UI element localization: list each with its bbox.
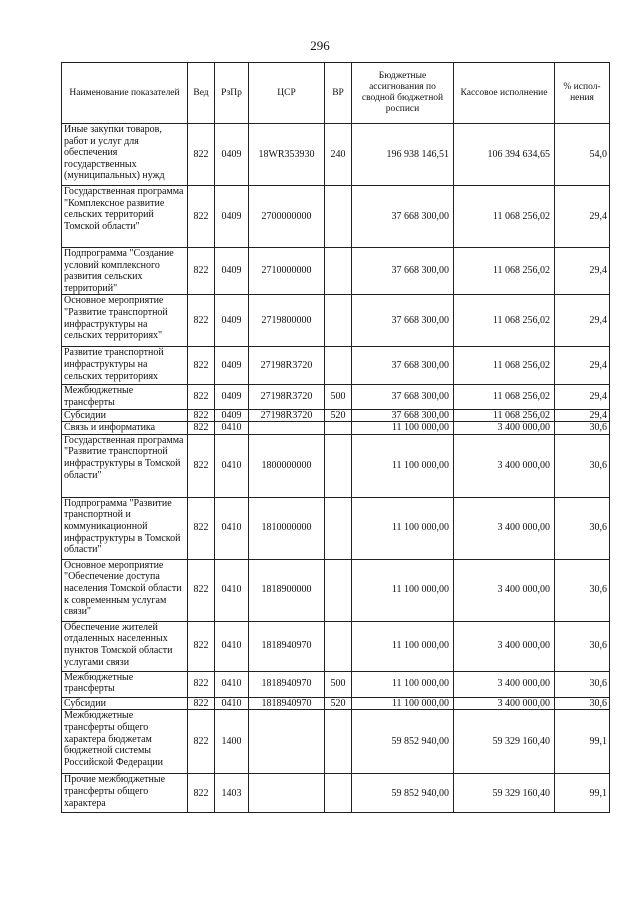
cell-ved: 822 bbox=[188, 559, 215, 621]
cell-csr bbox=[249, 774, 325, 813]
cell-name: Подпрограмма "Создание условий комплексного развития сельских территорий" bbox=[62, 248, 188, 295]
table-row bbox=[62, 186, 610, 248]
cell-cash: 3 400 000,00 bbox=[454, 422, 555, 435]
table-header-row bbox=[62, 63, 610, 124]
table-body bbox=[62, 124, 610, 813]
cell-ved: 822 bbox=[188, 422, 215, 435]
cell-budget: 11 100 000,00 bbox=[352, 434, 454, 497]
cell-cash: 3 400 000,00 bbox=[454, 671, 555, 697]
cell-csr: 2700000000 bbox=[249, 186, 325, 248]
cell-name: Связь и информатика bbox=[62, 422, 188, 435]
header-ved: Вед bbox=[188, 63, 215, 124]
budget-table bbox=[61, 62, 610, 813]
cell-cash: 3 400 000,00 bbox=[454, 497, 555, 559]
cell-cash: 3 400 000,00 bbox=[454, 434, 555, 497]
cell-vr bbox=[325, 186, 352, 248]
table-row bbox=[62, 347, 610, 385]
cell-vr bbox=[325, 248, 352, 295]
cell-ved: 822 bbox=[188, 697, 215, 710]
cell-name: Основное мероприятие "Развитие транспортной инфраструктуры на сельских территориях" bbox=[62, 295, 188, 347]
header-pct: % испол-нения bbox=[555, 63, 610, 124]
cell-csr: 18WR353930 bbox=[249, 124, 325, 186]
cell-ved: 822 bbox=[188, 434, 215, 497]
page-number: 296 bbox=[310, 38, 330, 53]
cell-pct: 30,6 bbox=[555, 497, 610, 559]
cell-vr bbox=[325, 774, 352, 813]
cell-budget: 37 668 300,00 bbox=[352, 295, 454, 347]
cell-ved: 822 bbox=[188, 186, 215, 248]
cell-cash: 3 400 000,00 bbox=[454, 559, 555, 621]
cell-csr bbox=[249, 422, 325, 435]
cell-budget: 59 852 940,00 bbox=[352, 774, 454, 813]
cell-budget: 196 938 146,51 bbox=[352, 124, 454, 186]
cell-csr: 1818940970 bbox=[249, 671, 325, 697]
table-row bbox=[62, 710, 610, 774]
cell-vr: 240 bbox=[325, 124, 352, 186]
cell-name: Межбюджетные трансферты bbox=[62, 385, 188, 409]
cell-vr bbox=[325, 621, 352, 671]
cell-cash: 59 329 160,40 bbox=[454, 710, 555, 774]
cell-pct: 99,1 bbox=[555, 710, 610, 774]
cell-name: Субсидии bbox=[62, 409, 188, 422]
cell-ved: 822 bbox=[188, 774, 215, 813]
header-vr: ВР bbox=[325, 63, 352, 124]
cell-rzpr: 1403 bbox=[215, 774, 249, 813]
table-row bbox=[62, 295, 610, 347]
cell-pct: 29,4 bbox=[555, 295, 610, 347]
cell-name: Межбюджетные трансферты общего характера бюджетам бюджетной системы Российской Федерации bbox=[62, 710, 188, 774]
cell-vr: 520 bbox=[325, 697, 352, 710]
cell-pct: 30,6 bbox=[555, 697, 610, 710]
cell-pct: 29,4 bbox=[555, 248, 610, 295]
cell-budget: 37 668 300,00 bbox=[352, 385, 454, 409]
cell-csr: 1818940970 bbox=[249, 621, 325, 671]
header-name: Наименование показателей bbox=[62, 63, 188, 124]
cell-rzpr: 0410 bbox=[215, 422, 249, 435]
cell-pct: 30,6 bbox=[555, 434, 610, 497]
cell-cash: 11 068 256,02 bbox=[454, 295, 555, 347]
cell-csr: 1818940970 bbox=[249, 697, 325, 710]
cell-name: Иные закупки товаров, работ и услуг для обеспечения государственных (муниципальных) нужд bbox=[62, 124, 188, 186]
cell-budget: 37 668 300,00 bbox=[352, 347, 454, 385]
cell-pct: 30,6 bbox=[555, 422, 610, 435]
cell-pct: 30,6 bbox=[555, 671, 610, 697]
cell-vr bbox=[325, 422, 352, 435]
cell-vr: 520 bbox=[325, 409, 352, 422]
cell-cash: 11 068 256,02 bbox=[454, 409, 555, 422]
cell-name: Подпрограмма "Развитие транспортной и коммуникационной инфраструктуры в Томской области" bbox=[62, 497, 188, 559]
cell-name: Развитие транспортной инфраструктуры на сельских территориях bbox=[62, 347, 188, 385]
cell-budget: 11 100 000,00 bbox=[352, 422, 454, 435]
cell-cash: 11 068 256,02 bbox=[454, 248, 555, 295]
cell-csr: 27198R3720 bbox=[249, 347, 325, 385]
cell-rzpr: 0409 bbox=[215, 409, 249, 422]
cell-budget: 37 668 300,00 bbox=[352, 409, 454, 422]
cell-name: Обеспечение жителей отдаленных населенных пунктов Томской области услугами связи bbox=[62, 621, 188, 671]
table-row bbox=[62, 621, 610, 671]
cell-vr bbox=[325, 710, 352, 774]
cell-rzpr: 1400 bbox=[215, 710, 249, 774]
cell-name: Основное мероприятие "Обеспечение доступа населения Томской области к современным услугам связи" bbox=[62, 559, 188, 621]
table-row bbox=[62, 671, 610, 697]
cell-rzpr: 0410 bbox=[215, 697, 249, 710]
cell-cash: 11 068 256,02 bbox=[454, 347, 555, 385]
cell-csr: 1810000000 bbox=[249, 497, 325, 559]
cell-ved: 822 bbox=[188, 385, 215, 409]
cell-vr bbox=[325, 295, 352, 347]
cell-budget: 59 852 940,00 bbox=[352, 710, 454, 774]
table-row bbox=[62, 559, 610, 621]
cell-pct: 29,4 bbox=[555, 186, 610, 248]
cell-pct: 99,1 bbox=[555, 774, 610, 813]
cell-rzpr: 0410 bbox=[215, 621, 249, 671]
cell-csr: 1800000000 bbox=[249, 434, 325, 497]
cell-rzpr: 0410 bbox=[215, 559, 249, 621]
cell-budget: 11 100 000,00 bbox=[352, 621, 454, 671]
cell-ved: 822 bbox=[188, 621, 215, 671]
table-row bbox=[62, 248, 610, 295]
cell-csr: 2710000000 bbox=[249, 248, 325, 295]
cell-vr: 500 bbox=[325, 385, 352, 409]
cell-ved: 822 bbox=[188, 124, 215, 186]
table-row bbox=[62, 497, 610, 559]
cell-vr bbox=[325, 434, 352, 497]
budget-table-container bbox=[61, 62, 609, 813]
cell-vr bbox=[325, 559, 352, 621]
cell-pct: 54,0 bbox=[555, 124, 610, 186]
cell-pct: 30,6 bbox=[555, 621, 610, 671]
table-row bbox=[62, 434, 610, 497]
cell-pct: 29,4 bbox=[555, 409, 610, 422]
table-row bbox=[62, 774, 610, 813]
cell-csr: 27198R3720 bbox=[249, 385, 325, 409]
cell-name: Государственная программа "Развитие транспортной инфраструктуры в Томской области" bbox=[62, 434, 188, 497]
table-row bbox=[62, 697, 610, 710]
cell-rzpr: 0409 bbox=[215, 347, 249, 385]
cell-ved: 822 bbox=[188, 671, 215, 697]
cell-name: Государственная программа "Комплексное развитие сельских территорий Томской области" bbox=[62, 186, 188, 248]
cell-rzpr: 0409 bbox=[215, 124, 249, 186]
cell-csr: 27198R3720 bbox=[249, 409, 325, 422]
table-row bbox=[62, 385, 610, 409]
cell-csr bbox=[249, 710, 325, 774]
cell-cash: 11 068 256,02 bbox=[454, 385, 555, 409]
cell-rzpr: 0410 bbox=[215, 671, 249, 697]
cell-budget: 11 100 000,00 bbox=[352, 559, 454, 621]
header-cash: Кассовое исполнение bbox=[454, 63, 555, 124]
cell-pct: 29,4 bbox=[555, 385, 610, 409]
cell-rzpr: 0409 bbox=[215, 248, 249, 295]
cell-vr: 500 bbox=[325, 671, 352, 697]
cell-rzpr: 0410 bbox=[215, 497, 249, 559]
cell-cash: 11 068 256,02 bbox=[454, 186, 555, 248]
cell-csr: 1818900000 bbox=[249, 559, 325, 621]
header-csr: ЦСР bbox=[249, 63, 325, 124]
cell-rzpr: 0409 bbox=[215, 295, 249, 347]
cell-budget: 37 668 300,00 bbox=[352, 248, 454, 295]
cell-vr bbox=[325, 497, 352, 559]
cell-pct: 30,6 bbox=[555, 559, 610, 621]
cell-ved: 822 bbox=[188, 710, 215, 774]
cell-rzpr: 0409 bbox=[215, 186, 249, 248]
cell-budget: 11 100 000,00 bbox=[352, 697, 454, 710]
cell-pct: 29,4 bbox=[555, 347, 610, 385]
table-row bbox=[62, 124, 610, 186]
cell-rzpr: 0409 bbox=[215, 385, 249, 409]
cell-cash: 59 329 160,40 bbox=[454, 774, 555, 813]
cell-name: Прочие межбюджетные трансферты общего характера bbox=[62, 774, 188, 813]
cell-cash: 106 394 634,65 bbox=[454, 124, 555, 186]
header-rzpr: РзПр bbox=[215, 63, 249, 124]
cell-ved: 822 bbox=[188, 248, 215, 295]
cell-vr bbox=[325, 347, 352, 385]
table-row bbox=[62, 409, 610, 422]
cell-ved: 822 bbox=[188, 409, 215, 422]
cell-budget: 11 100 000,00 bbox=[352, 671, 454, 697]
cell-budget: 37 668 300,00 bbox=[352, 186, 454, 248]
cell-cash: 3 400 000,00 bbox=[454, 621, 555, 671]
cell-cash: 3 400 000,00 bbox=[454, 697, 555, 710]
cell-rzpr: 0410 bbox=[215, 434, 249, 497]
cell-ved: 822 bbox=[188, 295, 215, 347]
cell-name: Межбюджетные трансферты bbox=[62, 671, 188, 697]
table-row bbox=[62, 422, 610, 435]
cell-budget: 11 100 000,00 bbox=[352, 497, 454, 559]
cell-ved: 822 bbox=[188, 497, 215, 559]
cell-csr: 2719800000 bbox=[249, 295, 325, 347]
header-budget: Бюджетные ассигнования по сводной бюджетной росписи bbox=[352, 63, 454, 124]
cell-ved: 822 bbox=[188, 347, 215, 385]
cell-name: Субсидии bbox=[62, 697, 188, 710]
